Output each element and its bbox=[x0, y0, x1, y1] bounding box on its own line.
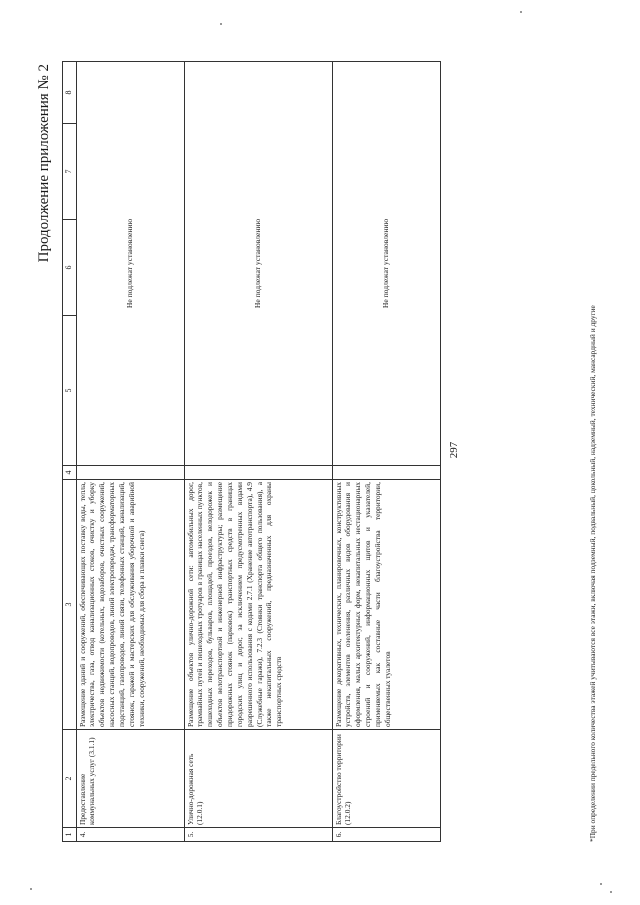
continuation-title: Продолжение приложения № 2 bbox=[36, 64, 52, 263]
empty-cell bbox=[184, 466, 332, 480]
table-row bbox=[76, 62, 184, 842]
zoning-table bbox=[62, 61, 441, 842]
scan-speck bbox=[220, 23, 222, 25]
header-row bbox=[63, 62, 77, 842]
empty-cell bbox=[76, 466, 184, 480]
scan-speck bbox=[520, 11, 522, 13]
table-row bbox=[184, 62, 332, 842]
use-type-name: Улично-дорожная сеть (12.0.1) bbox=[184, 730, 332, 828]
header-cell: 2 bbox=[63, 730, 77, 828]
use-type-description: Размещение декоративных, технических, планировочных, конструктивных устройств, элементов озеленения, различных видов оборудования и оформления, малых архитектурных форм, некапитальных нестационарных строений и сооружений, информационных щитов и указателей, применяемых как составные части благоустройства территории, общественных туалетов bbox=[332, 480, 440, 730]
header-cell: 4 bbox=[63, 466, 77, 480]
row-number: 5. bbox=[184, 828, 332, 842]
header-cell: 7 bbox=[63, 124, 77, 220]
scan-speck bbox=[30, 888, 32, 890]
parameters-merged-cell: Не подлежат установлению bbox=[332, 62, 440, 466]
header-cell: 5 bbox=[63, 316, 77, 466]
header-cell: 8 bbox=[63, 62, 77, 124]
header-cell: 3 bbox=[63, 480, 77, 730]
footnote: *При определении предельного количества этажей учитываются все этажи, включая подземный, подвальный, цокольный, надземный, технический, мансардный и другие bbox=[588, 305, 597, 842]
scan-speck bbox=[610, 891, 612, 893]
scan-speck bbox=[600, 883, 602, 885]
empty-cell bbox=[332, 466, 440, 480]
table-row bbox=[332, 62, 440, 842]
use-type-description: Размещение зданий и сооружений, обеспечивающих поставку воды, тепла, электричества, газа, отвод канализационных стоков, очистку и уборку объектов недвижимости (котельных, водозаборов, очистных сооружений, насосных станций, водопроводов, линий электропередач, трансформаторных подстанций, газопроводов, линий связи, телефонных станций, канализаций, стоянок, гаражей и мастерских для обслуживания уборочной и аварийной техники, сооружений, необходимых для сбора и плавки снега) bbox=[76, 480, 184, 730]
use-type-name: Благоустройство территории (12.0.2) bbox=[332, 730, 440, 828]
row-number: 6. bbox=[332, 828, 440, 842]
use-type-name: Предоставление коммунальных услуг (3.1.1) bbox=[76, 730, 184, 828]
page-number: 297 bbox=[448, 441, 460, 459]
row-number: 4. bbox=[76, 828, 184, 842]
parameters-merged-cell: Не подлежат установлению bbox=[76, 62, 184, 466]
use-type-description: Размещение объектов улично-дорожной сети: автомобильных дорог, трамвайных путей и пешеходных тротуаров в границах населенных пунктов, пешеходных переходов, бульваров, площадей, проездов, велодорожек и объектов велотранспортной и инженерной инфраструктуры; размещение придорожных стоянок (парковок) транспортных средств в границах городских улиц и дорог, за исключением предусмотренных видами разрешенного использования с кодами 2.7.1 (Хранение автотранспорта), 4.9 (Служебные гаражи), 7.2.3 (Стоянки транспорта общего пользования), а также некапитальных сооружений, предназначенных для охраны транспортных средств bbox=[184, 480, 332, 730]
header-cell: 6 bbox=[63, 220, 77, 316]
header-cell: 1 bbox=[63, 828, 77, 842]
parameters-merged-cell: Не подлежат установлению bbox=[184, 62, 332, 466]
